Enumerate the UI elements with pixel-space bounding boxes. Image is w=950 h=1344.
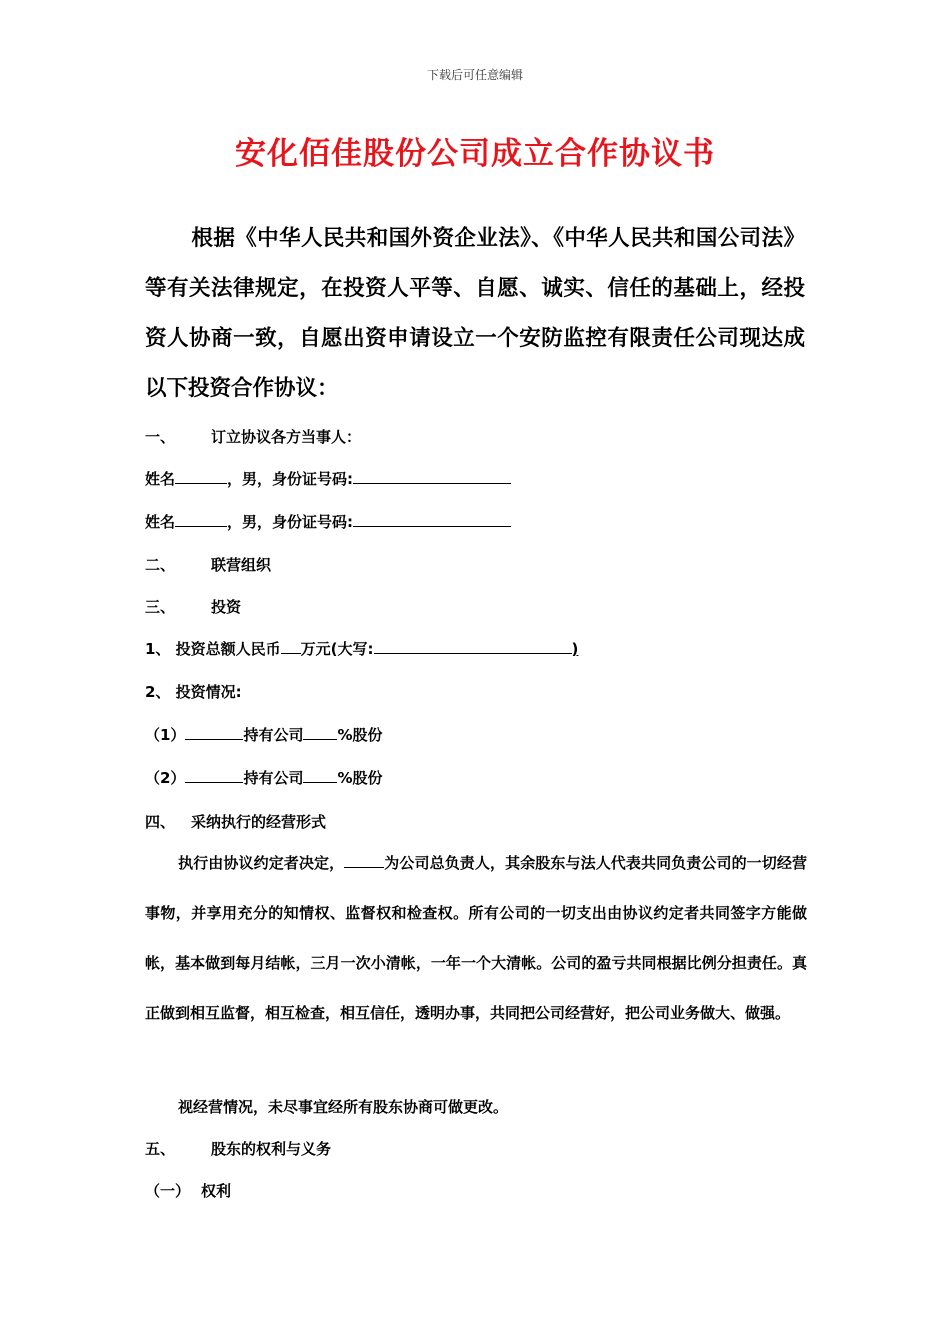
section-5-number: 五、 xyxy=(145,1140,176,1158)
investment-status-line: 2、 投资情况: xyxy=(145,683,242,701)
party-1-name-blank xyxy=(175,469,227,484)
section-4-note: 视经营情况，未尽事宜经所有股东协商可做更改。 xyxy=(178,1098,509,1116)
section-4-heading xyxy=(145,811,810,832)
document-title: 安化佰佳股份公司成立合作协议书 xyxy=(235,136,715,172)
section-3-heading xyxy=(145,596,810,617)
section-1-heading xyxy=(145,426,810,447)
party-1-line xyxy=(145,468,810,489)
share-1-line xyxy=(145,724,810,745)
share-1-end: %股份 xyxy=(337,726,383,744)
section-5-heading xyxy=(145,1138,810,1159)
section-2-title: 联营组织 xyxy=(211,556,272,574)
intro-paragraph xyxy=(145,214,805,414)
investment-words-blank xyxy=(374,639,572,654)
party-2-name-blank xyxy=(175,512,227,527)
section-4-text-b: 为公司总负责人，其余股东与法人代表共同负责公司的一切经营事物，并享用充分的知情权、监督权和检查权。所有公司的一切支出由协议约定者共同签字方能做帐，基本做到每月结帐，三月一次小清帐，一年一个大清帐。公司的盈亏共同根据比例分担责任。真正做到相互监督，相互检查，相互信任，透明办事，共同把公司经营好，把公司业务做大、做强。 xyxy=(145,854,807,1022)
investment-amount-blank xyxy=(281,639,301,654)
manager-name-blank xyxy=(344,853,384,868)
share-2-end: %股份 xyxy=(337,769,383,787)
section-2-number: 二、 xyxy=(145,556,176,574)
share-1-holder-blank xyxy=(185,725,243,740)
section-3-number: 三、 xyxy=(145,598,176,616)
share-2-line xyxy=(145,767,810,788)
share-2-holder-blank xyxy=(185,768,243,783)
section-1-number: 一、 xyxy=(145,428,176,446)
party-2-id-blank xyxy=(353,512,511,527)
party-2-prefix: 姓名 xyxy=(145,513,176,531)
share-1-prefix: （1） xyxy=(145,726,186,744)
section-5-sub-title: 权利 xyxy=(201,1182,232,1200)
section-5-sub-number: （一） xyxy=(145,1182,191,1200)
share-2-prefix: （2） xyxy=(145,769,186,787)
section-5-subheading xyxy=(145,1180,810,1201)
section-4-title: 采纳执行的经营形式 xyxy=(191,813,327,831)
header-note: 下载后可任意编辑 xyxy=(426,68,523,82)
party-2-line xyxy=(145,511,810,532)
section-2-heading xyxy=(145,554,810,575)
section-5-title: 股东的权利与义务 xyxy=(211,1140,332,1158)
section-3-title: 投资 xyxy=(211,598,242,616)
share-1-percent-blank xyxy=(303,725,337,740)
investment-total-end: ) xyxy=(571,640,579,658)
investment-total-prefix: 1、 投资总额人民币 xyxy=(145,640,281,658)
party-1-prefix: 姓名 xyxy=(145,470,176,488)
share-2-percent-blank xyxy=(303,768,337,783)
section-4-paragraph xyxy=(145,838,807,1038)
section-1-title: 订立协议各方当事人： xyxy=(211,428,362,446)
investment-total-mid: 万元(大写: xyxy=(300,640,374,658)
section-4-number: 四、 xyxy=(145,813,176,831)
party-2-mid: ，男，身份证号码: xyxy=(227,513,354,531)
party-1-id-blank xyxy=(353,469,511,484)
investment-total-line xyxy=(145,638,810,659)
share-2-mid: 持有公司 xyxy=(243,769,304,787)
share-1-mid: 持有公司 xyxy=(243,726,304,744)
party-1-mid: ，男，身份证号码: xyxy=(227,470,354,488)
intro-text: 根据《中华人民共和国外资企业法》、《中华人民共和国公司法》等有关法律规定，在投资人平等、自愿、诚实、信任的基础上，经投资人协商一致，自愿出资申请设立一个安防监控有限责任公司现达成以下投资合作协议： xyxy=(145,226,805,401)
section-4-text-a: 执行由协议约定者决定， xyxy=(178,854,345,872)
